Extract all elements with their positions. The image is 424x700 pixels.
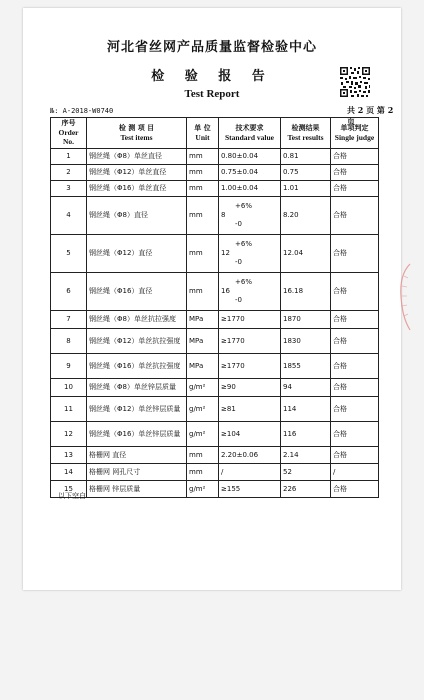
cell-no: 15: [51, 481, 87, 498]
cell-unit: mm: [187, 181, 219, 197]
cell-result: 52: [281, 464, 331, 481]
cell-unit: mm: [187, 447, 219, 464]
cell-judge: 合格: [331, 397, 379, 422]
table-row: [51, 311, 379, 329]
table-row: [51, 197, 379, 235]
col-unit: 单 位 Unit: [187, 118, 219, 149]
test-results-table: [50, 117, 379, 498]
cell-judge: 合格: [331, 273, 379, 311]
cell-result: 16.18: [281, 273, 331, 311]
cell-standard: +6% 16 -0: [219, 273, 281, 311]
cell-item: 钢丝绳（Φ16）单丝直径: [87, 181, 187, 197]
cell-result: 8.20: [281, 197, 331, 235]
cell-unit: mm: [187, 165, 219, 181]
document-number: №: A-2018-W0740: [50, 107, 114, 115]
cell-judge: 合格: [331, 165, 379, 181]
col-order-no: 序号 Order No.: [51, 118, 87, 149]
table-row: [51, 447, 379, 464]
table-row: [51, 149, 379, 165]
table-row: [51, 181, 379, 197]
cell-result: 0.75: [281, 165, 331, 181]
cell-standard: 0.75±0.04: [219, 165, 281, 181]
cell-unit: mm: [187, 464, 219, 481]
cell-judge: 合格: [331, 149, 379, 165]
col-standard: 技术要求 Standard value: [219, 118, 281, 149]
cell-no: 5: [51, 235, 87, 273]
table-row: [51, 235, 379, 273]
cell-no: 10: [51, 379, 87, 397]
cell-standard: ≥90: [219, 379, 281, 397]
cell-result: 226: [281, 481, 331, 498]
cell-no: 7: [51, 311, 87, 329]
report-title-en: Test Report: [184, 88, 240, 100]
cell-unit: MPa: [187, 354, 219, 379]
cell-item: 钢丝绳（Φ12）单丝直径: [87, 165, 187, 181]
cell-result: 0.81: [281, 149, 331, 165]
cell-item: 钢丝绳（Φ16）单丝锌层质量: [87, 422, 187, 447]
cell-unit: mm: [187, 235, 219, 273]
table-row: [51, 329, 379, 354]
cell-standard: ≥1770: [219, 329, 281, 354]
org-title: 河北省丝网产品质量监督检验中心: [106, 40, 317, 55]
col-test-items: 检 测 项 目 Test items: [87, 118, 187, 149]
cell-standard: /: [219, 464, 281, 481]
cell-unit: g/m²: [187, 422, 219, 447]
cell-standard: 0.80±0.04: [219, 149, 281, 165]
cell-item: 格栅网 锌层质量: [87, 481, 187, 498]
cell-result: 1.01: [281, 181, 331, 197]
cell-judge: 合格: [331, 329, 379, 354]
cell-item: 格栅网 网孔尺寸: [87, 464, 187, 481]
seal-stamp-icon: [396, 262, 412, 332]
cell-judge: 合格: [331, 422, 379, 447]
cell-item: 钢丝绳（Φ8）单丝抗拉强度: [87, 311, 187, 329]
cell-item: 钢丝绳（Φ8）单丝直径: [87, 149, 187, 165]
table-row: [51, 273, 379, 311]
cell-no: 2: [51, 165, 87, 181]
cell-judge: 合格: [331, 354, 379, 379]
cell-no: 4: [51, 197, 87, 235]
table-row: [51, 422, 379, 447]
col-results: 检测结果 Test results: [281, 118, 331, 149]
cell-standard: ≥104: [219, 422, 281, 447]
cell-judge: /: [331, 464, 379, 481]
cell-judge: 合格: [331, 235, 379, 273]
cell-unit: mm: [187, 149, 219, 165]
cell-unit: mm: [187, 197, 219, 235]
cell-item: 钢丝绳（Φ12）单丝抗拉强度: [87, 329, 187, 354]
cell-no: 11: [51, 397, 87, 422]
report-title-cn: 检 验 报 告: [151, 69, 273, 84]
table-header-row: [51, 118, 379, 149]
cell-item: 钢丝绳（Φ8）单丝锌层质量: [87, 379, 187, 397]
cell-no: 6: [51, 273, 87, 311]
cell-unit: MPa: [187, 311, 219, 329]
cell-standard: ≥1770: [219, 354, 281, 379]
cell-item: 钢丝绳（Φ16）单丝抗拉强度: [87, 354, 187, 379]
cell-unit: g/m²: [187, 481, 219, 498]
cell-no: 1: [51, 149, 87, 165]
page-number: 共 2 页 第 2 页: [347, 105, 394, 126]
table-row: [51, 464, 379, 481]
cell-judge: 合格: [331, 481, 379, 498]
cell-judge: 合格: [331, 379, 379, 397]
cell-item: 钢丝绳（Φ8）直径: [87, 197, 187, 235]
cell-item: 钢丝绳（Φ16）直径: [87, 273, 187, 311]
cell-unit: mm: [187, 273, 219, 311]
table-row: [51, 379, 379, 397]
cell-item: 格栅网 直径: [87, 447, 187, 464]
cell-unit: MPa: [187, 329, 219, 354]
cell-item: 钢丝绳（Φ12）直径: [87, 235, 187, 273]
cell-judge: 合格: [331, 311, 379, 329]
table-row: [51, 354, 379, 379]
cell-judge: 合格: [331, 181, 379, 197]
cell-no: 13: [51, 447, 87, 464]
blank-below-note: 以下空白: [58, 492, 86, 500]
cell-item: 钢丝绳（Φ12）单丝锌层质量: [87, 397, 187, 422]
cell-no: 12: [51, 422, 87, 447]
cell-standard: ≥81: [219, 397, 281, 422]
cell-unit: g/m²: [187, 397, 219, 422]
table-row: [51, 165, 379, 181]
col-judge: 单项判定 Single judge: [331, 118, 379, 149]
cell-standard: 1.00±0.04: [219, 181, 281, 197]
cell-standard: +6% 12 -0: [219, 235, 281, 273]
cell-result: 116: [281, 422, 331, 447]
cell-result: 94: [281, 379, 331, 397]
cell-standard: ≥155: [219, 481, 281, 498]
cell-no: 14: [51, 464, 87, 481]
cell-judge: 合格: [331, 197, 379, 235]
table-row: [51, 481, 379, 498]
cell-result: 114: [281, 397, 331, 422]
cell-standard: 2.20±0.06: [219, 447, 281, 464]
cell-result: 1830: [281, 329, 331, 354]
qr-code-icon: [339, 66, 371, 98]
cell-no: 9: [51, 354, 87, 379]
cell-result: 12.04: [281, 235, 331, 273]
table-row: [51, 397, 379, 422]
cell-no: 8: [51, 329, 87, 354]
cell-standard: ≥1770: [219, 311, 281, 329]
cell-judge: 合格: [331, 447, 379, 464]
cell-result: 1855: [281, 354, 331, 379]
cell-unit: g/m²: [187, 379, 219, 397]
cell-result: 2.14: [281, 447, 331, 464]
cell-standard: +6% 8 -0: [219, 197, 281, 235]
cell-no: 3: [51, 181, 87, 197]
cell-result: 1870: [281, 311, 331, 329]
